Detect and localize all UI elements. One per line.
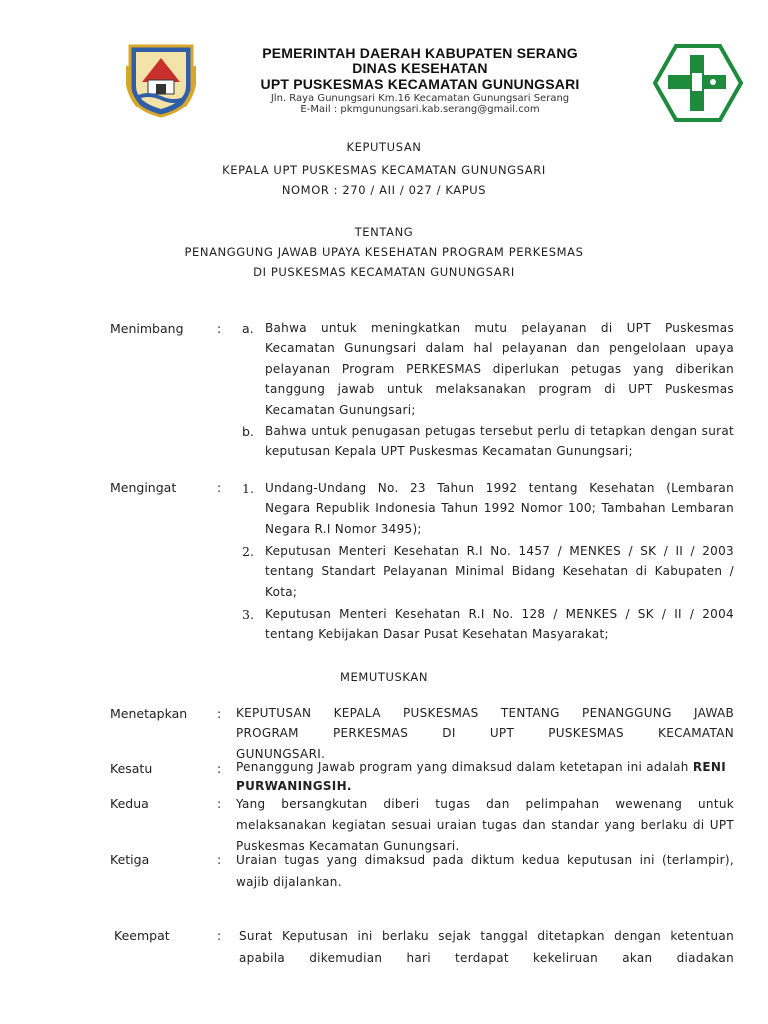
item-marker-b: b. [242,424,254,439]
colon: : [217,761,222,776]
doc-subject-location: DI PUSKESMAS KECAMATAN GUNUNGSARI [253,265,515,279]
letterhead-address: Jln. Raya Gunungsari Km.16 Kecamatan Gunungsari Serang [270,93,570,104]
label-mengingat: Mengingat [110,480,177,495]
doc-title-keputusan: KEPUTUSAN [346,140,422,154]
responsible-name-first: RENI [692,760,726,774]
doc-number: NOMOR : 270 / AII / 027 / KAPUS [281,183,487,197]
serang-regency-crest-icon [126,42,196,118]
doc-title-tentang: TENTANG [354,225,414,239]
letterhead-department: DINAS KESEHATAN [352,60,488,76]
text-line: Bahwa untuk meningkatkan mutu pelayanan di UPT Puskesmas [265,321,734,335]
label-ketiga: Ketiga [110,852,150,867]
text-line: Kecamatan Gunungsari dalam hal pelayanan dan pengelolaan upaya [265,341,734,356]
item-marker-3: 3. [242,607,254,622]
text-line: Kecamatan Gunungsari; [265,402,416,417]
text-line: Bahwa untuk penugasan petugas tersebut perlu di tetapkan dengan surat [265,424,734,438]
text-line: Negara R.I Nomor 3495); [265,521,422,536]
text-line: Negara Republik Indonesia Tahun 1992 Nomor 100; Tambahan Lembaran [265,501,734,516]
kesatu-statement: Penanggung Jawab program yang dimaksud dalam ketetapan ini adalah [236,760,693,774]
menimbang-item-b [265,421,734,462]
puskesmas-logo-icon [652,43,744,123]
text-line: GUNUNGSARI. [236,746,326,761]
text-line: Surat Keputusan ini berlaku sejak tanggal ditetapkan dengan ketentuan [239,929,734,943]
colon: : [217,852,222,867]
text-line: Uraian tugas yang dimaksud pada diktum kedua keputusan ini (terlampir), [236,853,734,867]
item-marker-a: a. [242,321,254,336]
label-menetapkan: Menetapkan [110,706,188,721]
text-line: Yang bersangkutan diberi tugas dan pelimpahan wewenang untuk [236,797,734,811]
letterhead-email: E-Mail : pkmgunungsari.kab.serang@gmail.com [300,104,540,115]
label-kedua: Kedua [110,796,149,811]
colon: : [217,321,222,336]
colon: : [217,706,222,721]
letterhead-puskesmas: UPT PUSKESMAS KECAMATAN GUNUNGSARI [260,76,580,92]
colon: : [217,480,222,495]
mengingat-item-2 [265,541,734,602]
text-line: Undang-Undang No. 23 Tahun 1992 tentang Kesehatan (Lembaran [265,481,734,495]
doc-subject: PENANGGUNG JAWAB UPAYA KESEHATAN PROGRAM PERKESMAS [184,245,584,259]
text-line: tentang Standart Pelayanan Minimal Bidang Kesehatan di Kabupaten / [265,564,734,579]
label-kesatu: Kesatu [110,761,153,776]
text-line: apabila dikemudian hari terdapat kekeliruan akan diadakan [239,951,734,965]
heading-memutuskan: MEMUTUSKAN [339,670,429,684]
label-keempat: Keempat [114,928,170,943]
text-line: tentang Kebijakan Dasar Pusat Kesehatan Masyarakat; [265,627,609,642]
text-line: KEPUTUSAN KEPALA PUSKESMAS TENTANG PENANGGUNG JAWAB [236,706,734,720]
kesatu-text [236,758,736,796]
text-line: pelayanan Program PERKESMAS diperlukan petugas yang diberikan [265,361,734,376]
responsible-name-last: PURWANINGSIH. [236,779,352,793]
text-line: Kota; [265,584,298,599]
text-line: keputusan Kepala UPT Puskesmas Kecamatan Gunungsari; [265,444,633,459]
mengingat-item-1 [265,478,734,539]
item-marker-1: 1. [242,481,254,496]
text-line: Keputusan Menteri Kesehatan R.I No. 128 / MENKES / SK / II / 2004 [265,607,734,621]
mengingat-item-3 [265,604,734,645]
ketiga-text [236,849,734,893]
text-line: tanggung jawab untuk melaksanakan program di UPT Puskesmas [265,382,734,397]
menetapkan-text [236,703,734,764]
colon: : [217,796,222,811]
text-line: PROGRAM PERKESMAS DI UPT PUSKESMAS KECAMATAN [236,726,734,741]
text-line: wajib dijalankan. [236,875,342,889]
item-marker-2: 2. [242,544,254,559]
text-line: melaksanakan kegiatan sesuai uraian tugas dan standar yang berlaku di UPT [236,818,734,832]
text-line: Puskesmas Kecamatan Gunungsari. [236,839,460,853]
text-line [236,758,736,777]
text-line: Keputusan Menteri Kesehatan R.I No. 1457 / MENKES / SK / II / 2003 [265,544,734,558]
keempat-text [239,925,734,969]
letterhead-government: PEMERINTAH DAERAH KABUPATEN SERANG [262,45,578,61]
colon: : [217,928,222,943]
label-menimbang: Menimbang [110,321,184,336]
kedua-text [236,794,734,857]
menimbang-item-a [265,318,734,420]
doc-title-kepala: KEPALA UPT PUSKESMAS KECAMATAN GUNUNGSARI [222,163,546,177]
